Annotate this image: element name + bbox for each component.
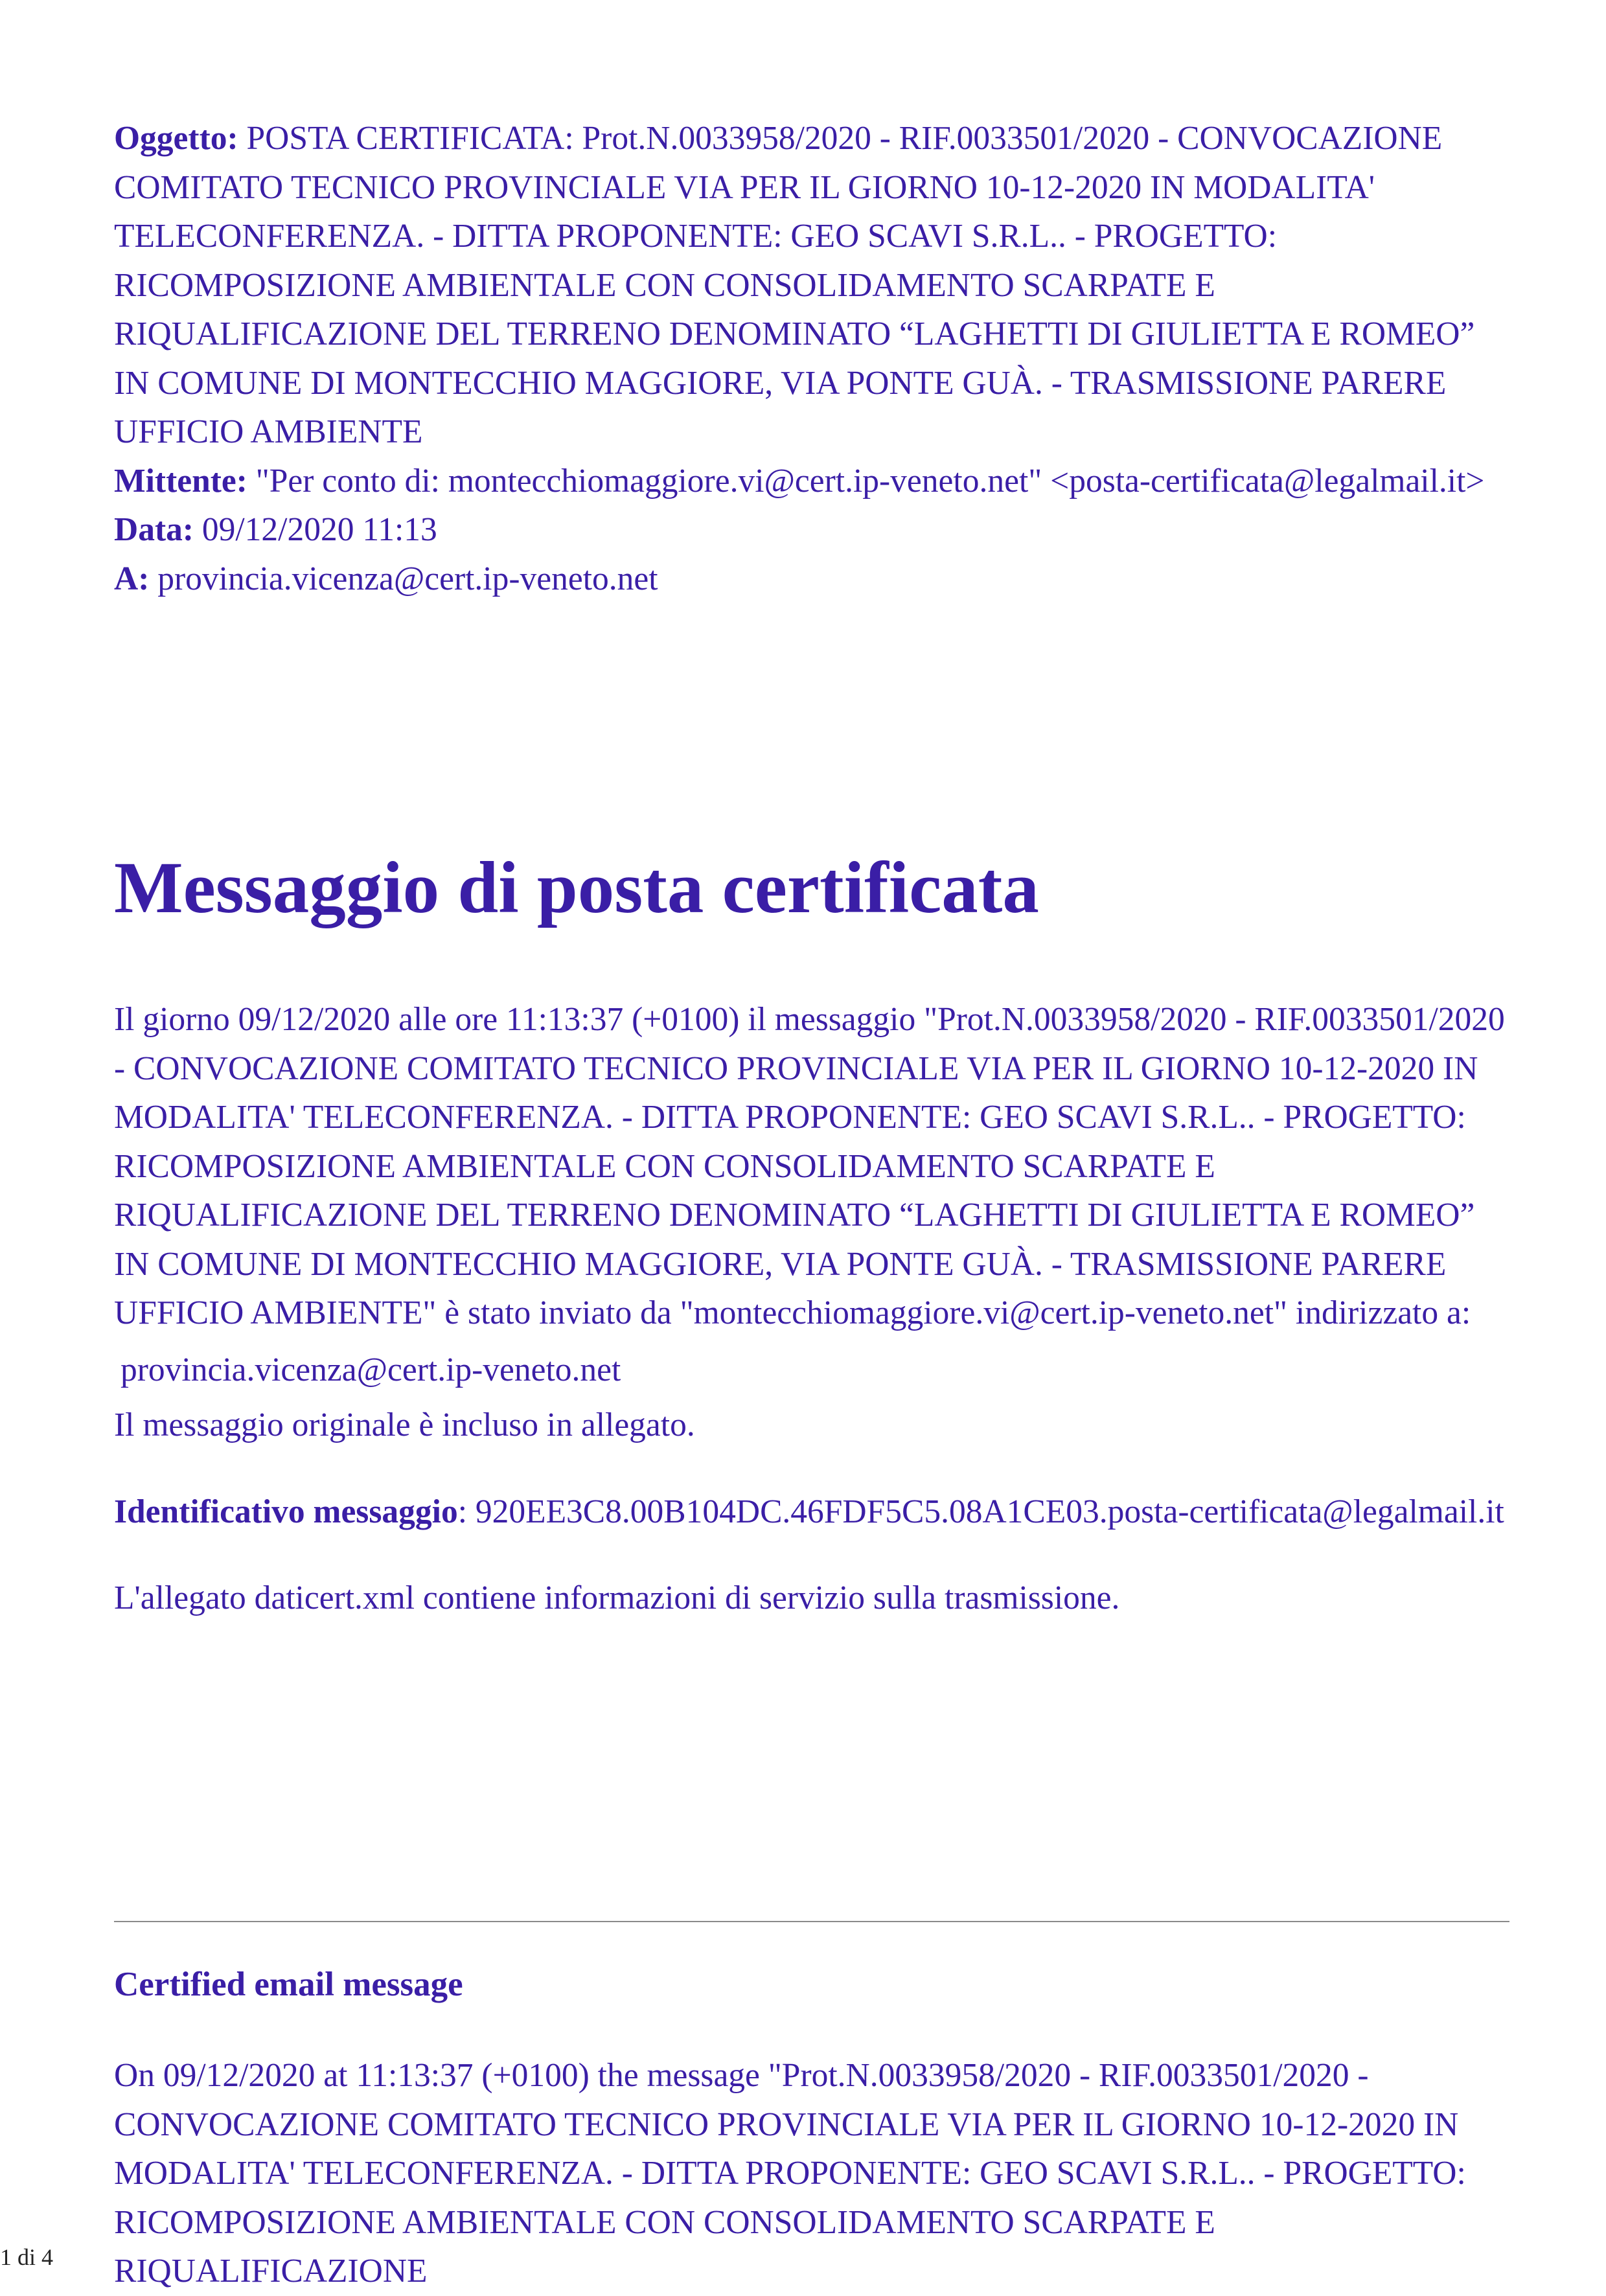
date-value: 09/12/2020 11:13: [194, 511, 437, 548]
subject-label: Oggetto:: [114, 120, 238, 157]
sender-label: Mittente:: [114, 462, 247, 499]
date-line: [114, 505, 1509, 555]
italian-body: [114, 995, 1509, 1623]
section-divider: [114, 1921, 1509, 1922]
to-value: provincia.vicenza@cert.ip-veneto.net: [149, 560, 658, 597]
date-label: Data:: [114, 511, 194, 548]
sender-value: "Per conto di: montecchiomaggiore.vi@cert.ip-veneto.net" <posta-certificata@legalmail.it>: [247, 462, 1485, 499]
identifier-label: Identificativo messaggio: [114, 1493, 458, 1530]
email-header: [114, 114, 1509, 603]
document-page: [114, 114, 1509, 2290]
recipient-address: provincia.vicenza@cert.ip-veneto.net: [120, 1351, 621, 1388]
english-intro: On 09/12/2020 at 11:13:37 (+0100) the message "Prot.N.0033958/2020 - RIF.0033501/2020 - CONVOCAZIONE COMITATO TECNICO PROVINCIALE VIA PER IL GIORNO 10-12-2020 IN MODALITA' TELECONFERENZA. - DITTA PROPONENTE: GEO SCAVI S.R.L.. - PROGETTO: RICOMPOSIZIONE AMBIENTALE CON CONSOLIDAMENTO SCARPATE E RIQUALIFICAZIONE: [114, 2057, 1466, 2290]
original-included-note: Il messaggio originale è incluso in allegato.: [114, 1406, 695, 1443]
italian-intro: Il giorno 09/12/2020 alle ore 11:13:37 (+0100) il messaggio "Prot.N.0033958/2020 - RIF.0033501/2020 - CONVOCAZIONE COMITATO TECNICO PROVINCIALE VIA PER IL GIORNO 10-12-2020 IN MODALITA' TELECONFERENZA. - DITTA PROPONENTE: GEO SCAVI S.R.L.. - PROGETTO: RICOMPOSIZIONE AMBIENTALE CON CONSOLIDAMENTO SCARPATE E RIQUALIFICAZIONE DEL TERRENO DENOMINATO “LAGHETTI DI GIULIETTA E ROMEO” IN COMUNE DI MONTECCHIO MAGGIORE, VIA PONTE GUÀ. - TRASMISSIONE PARERE UFFICIO AMBIENTE" è stato inviato da "montecchiomaggiore.vi@cert.ip-veneto.net" indirizzato a:: [114, 1001, 1505, 1331]
to-label: A:: [114, 560, 150, 597]
identifier-value: : 920EE3C8.00B104DC.46FDF5C5.08A1CE03.posta-certificata@legalmail.it: [457, 1493, 1504, 1530]
subject-line: [114, 114, 1509, 457]
daticert-note: L'allegato daticert.xml contiene informazioni di servizio sulla trasmissione.: [114, 1579, 1120, 1616]
page-title: Messaggio di posta certificata: [114, 847, 1039, 928]
message-identifier: [114, 1487, 1509, 1537]
sender-line: [114, 457, 1509, 506]
page-number: 1 di 4: [0, 2244, 54, 2270]
english-body: [114, 2051, 1509, 2296]
to-line: [114, 555, 1509, 604]
english-title: Certified email message: [114, 1966, 463, 2003]
subject-value: POSTA CERTIFICATA: Prot.N.0033958/2020 - RIF.0033501/2020 - CONVOCAZIONE COMITATO TECNICO PROVINCIALE VIA PER IL GIORNO 10-12-2020 IN MODALITA' TELECONFERENZA. - DITTA PROPONENTE: GEO SCAVI S.R.L.. - PROGETTO: RICOMPOSIZIONE AMBIENTALE CON CONSOLIDAMENTO SCARPATE E RIQUALIFICAZIONE DEL TERRENO DENOMINATO “LAGHETTI DI GIULIETTA E ROMEO” IN COMUNE DI MONTECCHIO MAGGIORE, VIA PONTE GUÀ. - TRASMISSIONE PARERE UFFICIO AMBIENTE: [114, 120, 1475, 450]
